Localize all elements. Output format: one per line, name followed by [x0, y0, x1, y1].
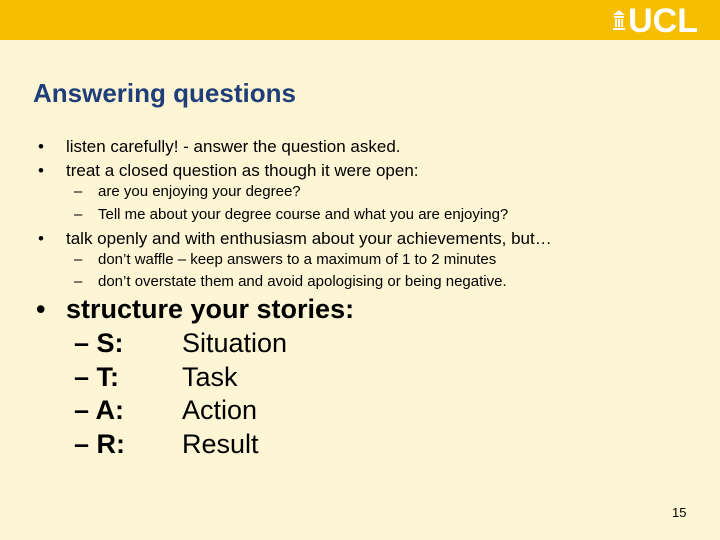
sub-item-text: Tell me about your degree course and what you are enjoying?: [98, 206, 509, 223]
bullet-talk-openly: • talk openly and with enthusiasm about your achievements, but…: [38, 229, 552, 248]
star-word: Result: [182, 429, 259, 459]
star-row-action: – A: Action: [74, 395, 258, 425]
sub-item-tell-me: – Tell me about your degree course and what you are enjoying?: [74, 206, 509, 223]
page-number: 15: [672, 505, 687, 520]
sub-item-overstate: – don’t overstate them and avoid apologising or being negative.: [74, 273, 507, 290]
bullet-text: structure your stories:: [66, 294, 355, 324]
bullet-structure: • structure your stories:: [36, 294, 355, 324]
star-row-situation: – S: Situation: [74, 328, 288, 358]
star-letter: A:: [95, 395, 125, 425]
sub-item-text: don’t waffle – keep answers to a maximum of 1 to 2 minutes: [98, 251, 497, 268]
bullet-text: treat a closed question as though it were open:: [66, 161, 419, 180]
star-word: Task: [182, 362, 238, 392]
sub-item-waffle: – don’t waffle – keep answers to a maximum of 1 to 2 minutes: [74, 251, 497, 268]
star-letter: R:: [96, 429, 126, 459]
bullet-text: listen carefully! - answer the question asked.: [66, 137, 401, 156]
slide-title: Answering questions: [33, 78, 296, 108]
header-bar: [0, 0, 720, 40]
sub-item-enjoying: – are you enjoying your degree?: [74, 183, 301, 200]
star-row-task: – T: Task: [74, 362, 238, 392]
bullet-closed-question: • treat a closed question as though it were open:: [38, 161, 419, 180]
star-letter: S:: [96, 328, 124, 358]
star-word: Action: [182, 395, 258, 425]
star-row-result: – R: Result: [74, 429, 259, 459]
star-letter: T:: [96, 362, 120, 392]
portico-icon: [612, 10, 626, 32]
bullet-text: talk openly and with enthusiasm about your achievements, but…: [66, 229, 552, 248]
sub-item-text: don’t overstate them and avoid apologising or being negative.: [98, 273, 507, 290]
bullet-listen: • listen carefully! - answer the question asked.: [38, 137, 401, 156]
ucl-logo: [612, 4, 698, 38]
star-word: Situation: [182, 328, 288, 358]
sub-item-text: are you enjoying your degree?: [98, 183, 301, 200]
logo-text: UCL: [628, 2, 698, 40]
